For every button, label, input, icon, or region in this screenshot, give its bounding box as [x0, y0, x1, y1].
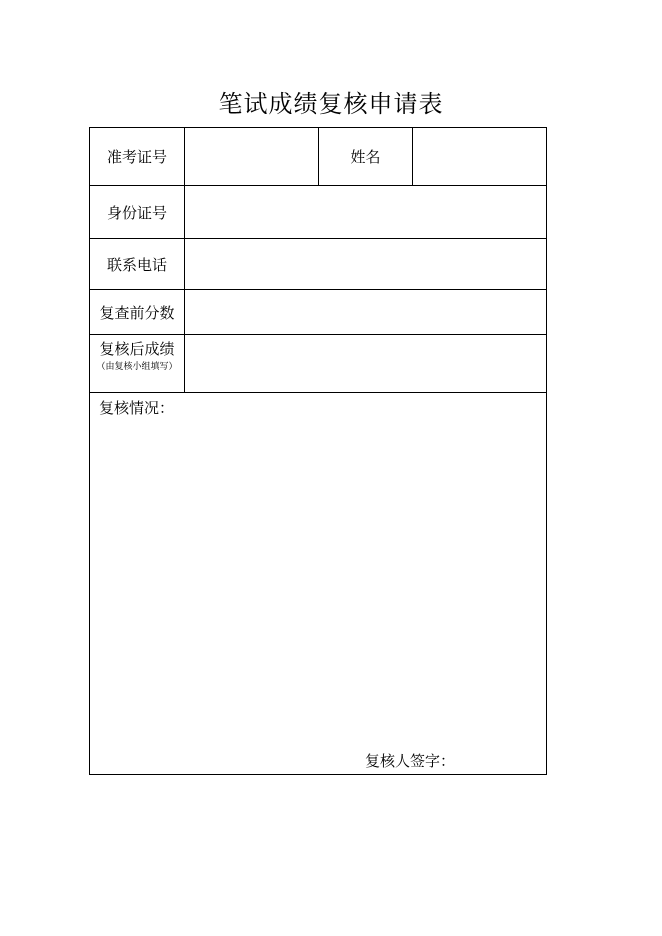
score-after-label-cell — [90, 335, 185, 392]
score-before-field[interactable] — [185, 290, 546, 334]
score-after-note: （由复核小组填写） — [96, 362, 178, 372]
row-phone — [90, 239, 546, 290]
score-after-label: 复核后成绩 — [99, 340, 175, 358]
score-after-field[interactable] — [185, 335, 546, 392]
review-section[interactable] — [90, 393, 546, 774]
exam-number-label: 准考证号 — [90, 128, 185, 185]
id-number-label: 身份证号 — [90, 186, 185, 238]
row-exam-number-name — [90, 128, 546, 186]
phone-field[interactable] — [185, 239, 546, 289]
score-before-label: 复查前分数 — [90, 290, 185, 334]
form-title: 笔试成绩复核申请表 — [218, 90, 444, 118]
exam-number-field[interactable] — [185, 128, 319, 185]
application-form — [89, 127, 547, 775]
row-score-before — [90, 290, 546, 335]
reviewer-signature-label: 复核人签字： — [365, 752, 456, 770]
row-id-number — [90, 186, 546, 239]
name-label: 姓名 — [319, 128, 413, 185]
row-score-after — [90, 335, 546, 393]
id-number-field[interactable] — [185, 186, 546, 238]
phone-label: 联系电话 — [90, 239, 185, 289]
review-label: 复核情况： — [99, 399, 175, 417]
name-field[interactable] — [413, 128, 546, 185]
